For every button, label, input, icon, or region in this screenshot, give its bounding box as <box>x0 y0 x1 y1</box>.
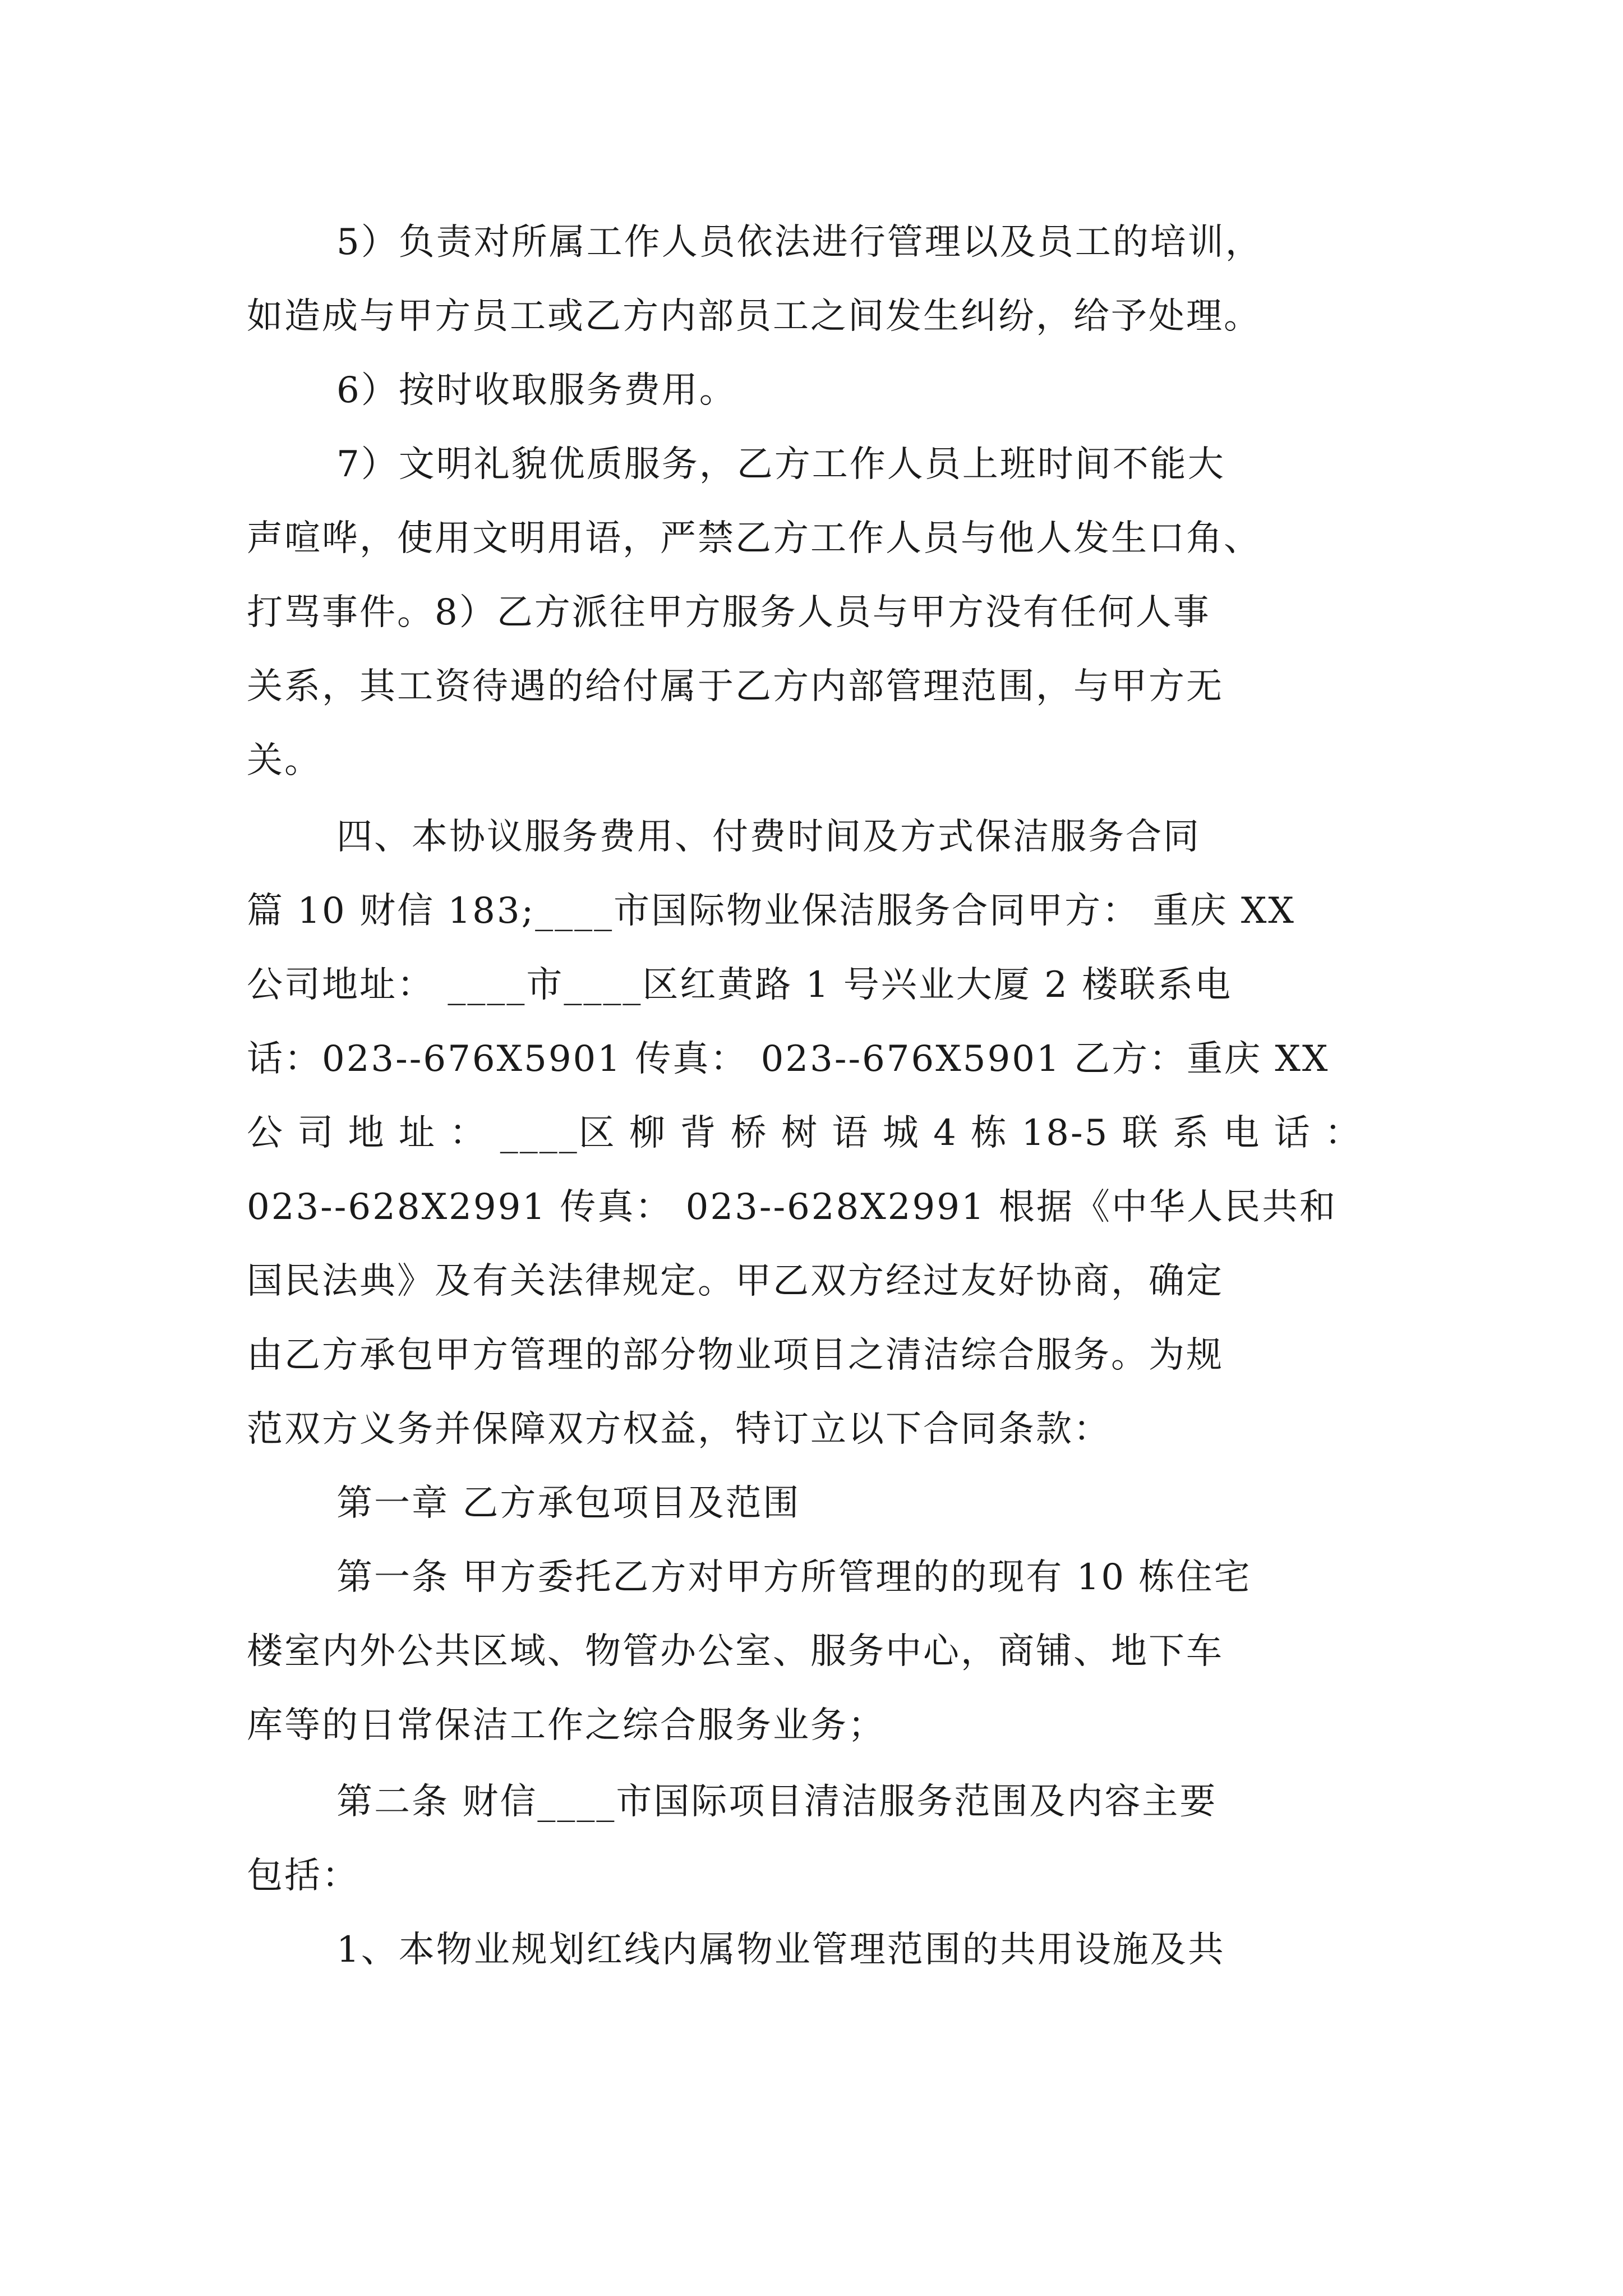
text-line: 关。 <box>247 740 322 781</box>
text-line: 6）按时收取服务费用。 <box>336 370 737 411</box>
text-line: 范双方义务并保障双方权益，特订立以下合同条款： <box>247 1409 1111 1450</box>
text-line: 包括： <box>247 1855 359 1897</box>
article-line: 第一条 甲方委托乙方对甲方所管理的的现有 10 栋住宅 <box>336 1557 1252 1598</box>
text-line: 库等的日常保洁工作之综合服务业务； <box>247 1705 886 1746</box>
text-line: 7）文明礼貌优质服务，乙方工作人员上班时间不能大 <box>336 444 1225 485</box>
text-line: 5）负责对所属工作人员依法进行管理以及员工的培训， <box>336 222 1263 263</box>
section-heading: 四、本协议服务费用、付费时间及方式保洁服务合同 <box>336 816 1201 858</box>
article-line: 第二条 财信____市国际项目清洁服务范围及内容主要 <box>336 1781 1218 1823</box>
text-line: 楼室内外公共区域、物管办公室、服务中心，商铺、地下车 <box>247 1631 1224 1672</box>
text-line: 由乙方承包甲方管理的部分物业项目之清洁综合服务。为规 <box>247 1335 1224 1376</box>
text-line: 国民法典》及有关法律规定。甲乙双方经过友好协商，确定 <box>247 1260 1224 1302</box>
text-line: 话：023--676X5901 传真： 023--676X5901 乙方：重庆 XX <box>247 1038 1330 1080</box>
text-line: 关系，其工资待遇的给付属于乙方内部管理范围，与甲方无 <box>247 666 1224 707</box>
text-line: 篇 10 财信 183;____市国际物业保洁服务合同甲方： 重庆 XX <box>247 890 1295 932</box>
text-line: 打骂事件。8）乙方派往甲方服务人员与甲方没有任何人事 <box>247 592 1211 633</box>
text-line: 如造成与甲方员工或乙方内部员工之间发生纠纷，给予处理。 <box>247 296 1261 337</box>
text-line: 声喧哗，使用文明用语，严禁乙方工作人员与他人发生口角、 <box>247 518 1261 559</box>
text-line: 公 司 地 址 ： ____区 柳 背 桥 树 语 城 4 栋 18-5 联 系 电 话 ： <box>247 1112 1363 1154</box>
text-line: 公司地址： ____市____区红黄路 1 号兴业大厦 2 楼联系电 <box>247 964 1233 1006</box>
chapter-heading: 第一章 乙方承包项目及范围 <box>336 1483 801 1524</box>
list-item: 1、本物业规划红线内属物业管理范围的共用设施及共 <box>336 1929 1225 1971</box>
text-line: 023--628X2991 传真： 023--628X2991 根据《中华人民共和 <box>247 1186 1338 1228</box>
